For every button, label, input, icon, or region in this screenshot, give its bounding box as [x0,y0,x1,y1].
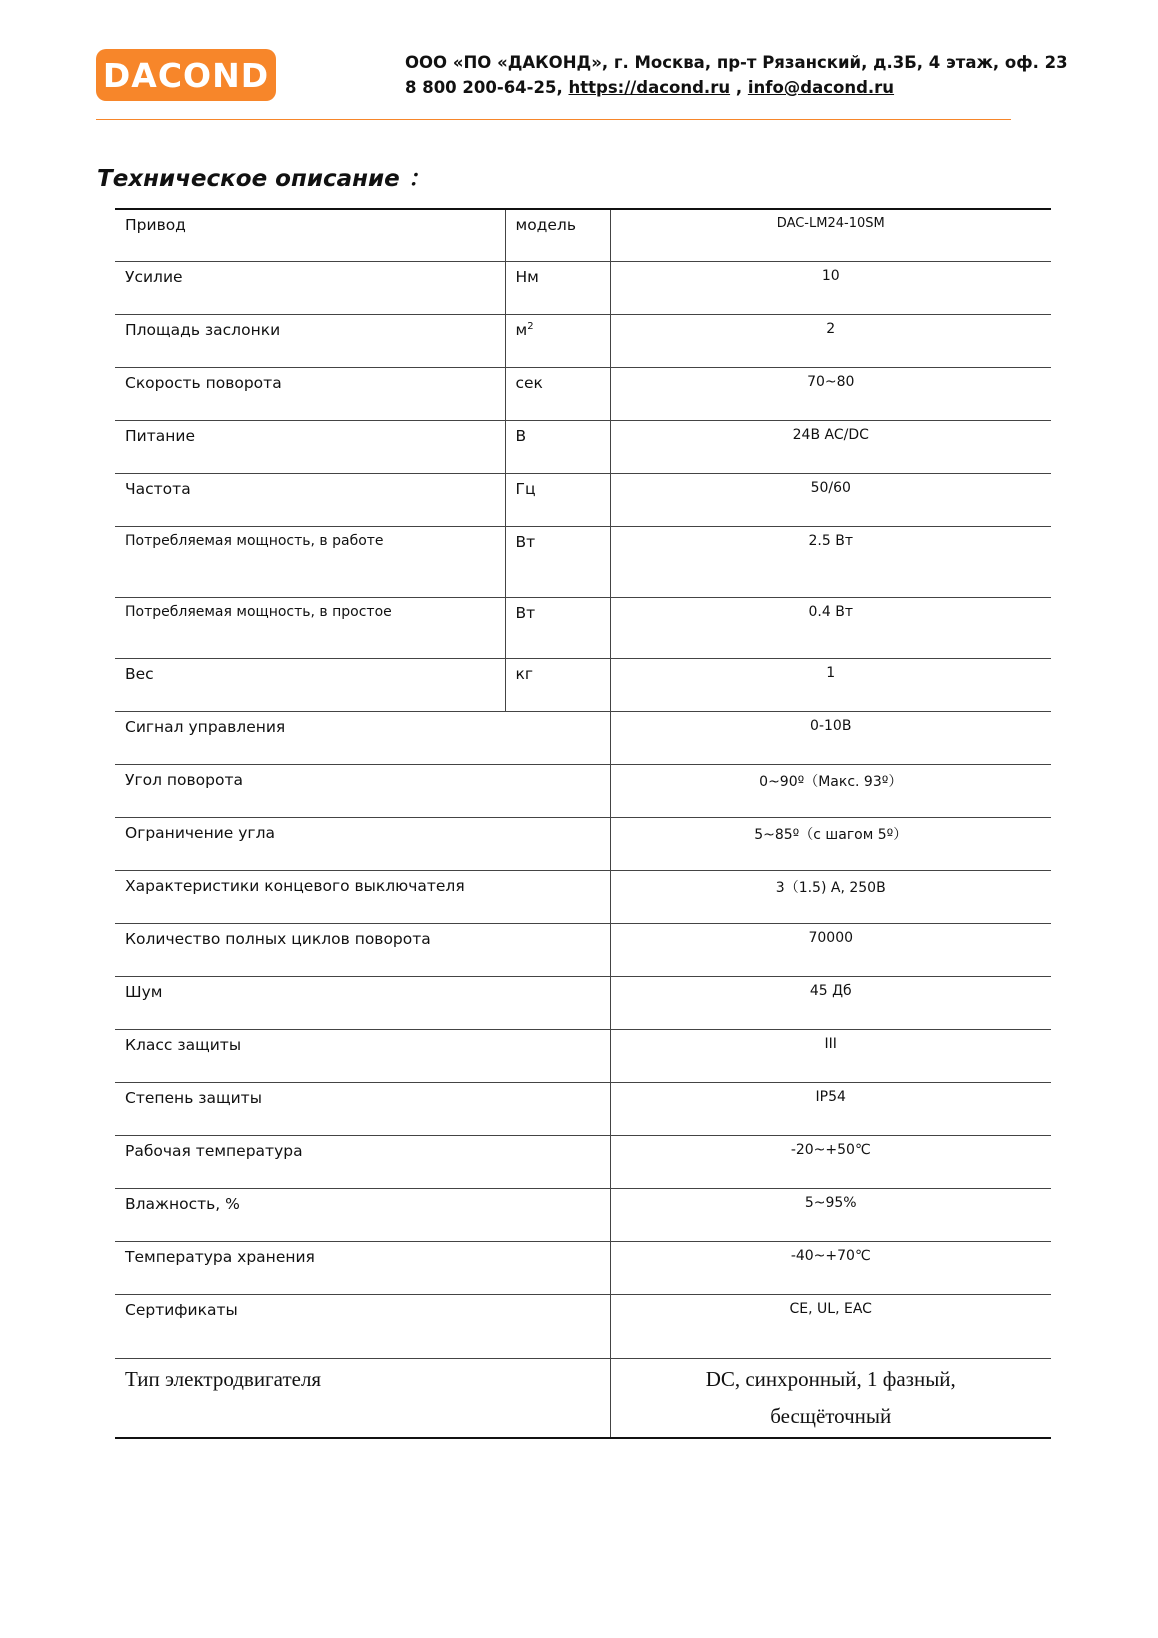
table-row [115,367,1051,420]
table-row [115,817,1051,870]
table-row [115,1188,1051,1241]
table-row [115,420,1051,473]
param-name: Класс защиты [115,1029,610,1082]
param-value: III [610,1029,1051,1082]
table-row [115,658,1051,711]
table-row [115,526,1051,597]
table-row [115,711,1051,764]
param-unit: сек [505,367,610,420]
table-row [115,473,1051,526]
param-unit: Вт [505,597,610,658]
param-unit-cell [505,314,610,367]
logo-text: DACOND [102,55,270,95]
param-value: 5~85º（с шагом 5º） [610,817,1051,870]
param-unit: модель [505,209,610,261]
param-name: Количество полных циклов поворота [115,923,610,976]
param-value-line1: DC, синхронный, 1 фазный, [705,1366,956,1391]
param-name: Рабочая температура [115,1135,610,1188]
param-unit: Вт [505,526,610,597]
param-value: 0.4 Вт [610,597,1051,658]
table-row [115,1241,1051,1294]
param-value: IP54 [610,1082,1051,1135]
table-row [115,597,1051,658]
param-name: Температура хранения [115,1241,610,1294]
company-info [405,50,1068,100]
company-address: ООО «ПО «ДАКОНД», г. Москва, пр-т Рязанский, д.3Б, 4 этаж, оф. 23 [405,53,1068,72]
param-name: Привод [115,209,505,261]
header-divider [96,119,1011,120]
param-name: Вес [115,658,505,711]
param-name: Характеристики концевого выключателя [115,870,610,923]
table-row [115,209,1051,261]
table-row [115,261,1051,314]
spec-table [115,208,1051,1439]
table-row [115,1082,1051,1135]
param-value: 70~80 [610,367,1051,420]
param-name: Усилие [115,261,505,314]
param-name: Тип электродвигателя [115,1358,610,1438]
table-row [115,1135,1051,1188]
table-row [115,764,1051,817]
param-value: 5~95% [610,1188,1051,1241]
table-row [115,870,1051,923]
param-name: Питание [115,420,505,473]
param-name: Шум [115,976,610,1029]
param-name: Сигнал управления [115,711,610,764]
param-unit: Нм [505,261,610,314]
param-unit: м [515,320,528,339]
page-title: Техническое описание ： [97,166,431,192]
param-value: 2 [610,314,1051,367]
param-value: 45 Дб [610,976,1051,1029]
param-name: Сертификаты [115,1294,610,1358]
table-row [115,314,1051,367]
param-value-cell [610,1358,1051,1438]
param-name: Степень защиты [115,1082,610,1135]
company-email-link[interactable]: info@dacond.ru [747,78,895,97]
param-value: DAC-LM24-10SM [610,209,1051,261]
table-row [115,923,1051,976]
param-unit: Гц [505,473,610,526]
param-value: -20~+50℃ [610,1135,1051,1188]
table-row [115,1029,1051,1082]
param-name: Угол поворота [115,764,610,817]
param-name: Влажность, % [115,1188,610,1241]
param-value: 0~90º（Макс. 93º） [610,764,1051,817]
param-value: 2.5 Вт [610,526,1051,597]
param-value: 0-10В [610,711,1051,764]
table-row [115,976,1051,1029]
param-value-line2: бесщёточный [770,1403,892,1428]
company-site-link[interactable]: https://dacond.ru [568,78,731,97]
param-name: Потребляемая мощность, в простое [115,597,505,658]
dacond-logo [96,49,276,101]
param-unit: кг [505,658,610,711]
param-unit-sup: 2 [527,320,534,332]
param-name: Ограничение угла [115,817,610,870]
company-phone: 8 800 200-64-25, [405,78,563,97]
param-name: Потребляемая мощность, в работе [115,526,505,597]
param-value: 3（1.5) А, 250В [610,870,1051,923]
table-row [115,1358,1051,1438]
param-name: Частота [115,473,505,526]
param-value: 10 [610,261,1051,314]
company-contacts: 8 800 200-64-25, https://dacond.ru , info@dacond.ru [405,78,895,97]
param-value: 70000 [610,923,1051,976]
param-unit: В [505,420,610,473]
param-name: Скорость поворота [115,367,505,420]
param-value: -40~+70℃ [610,1241,1051,1294]
param-name: Площадь заслонки [115,314,505,367]
param-value: 24В AC/DC [610,420,1051,473]
param-value: 50/60 [610,473,1051,526]
table-row [115,1294,1051,1358]
param-value: CE, UL, EAC [610,1294,1051,1358]
param-value: 1 [610,658,1051,711]
